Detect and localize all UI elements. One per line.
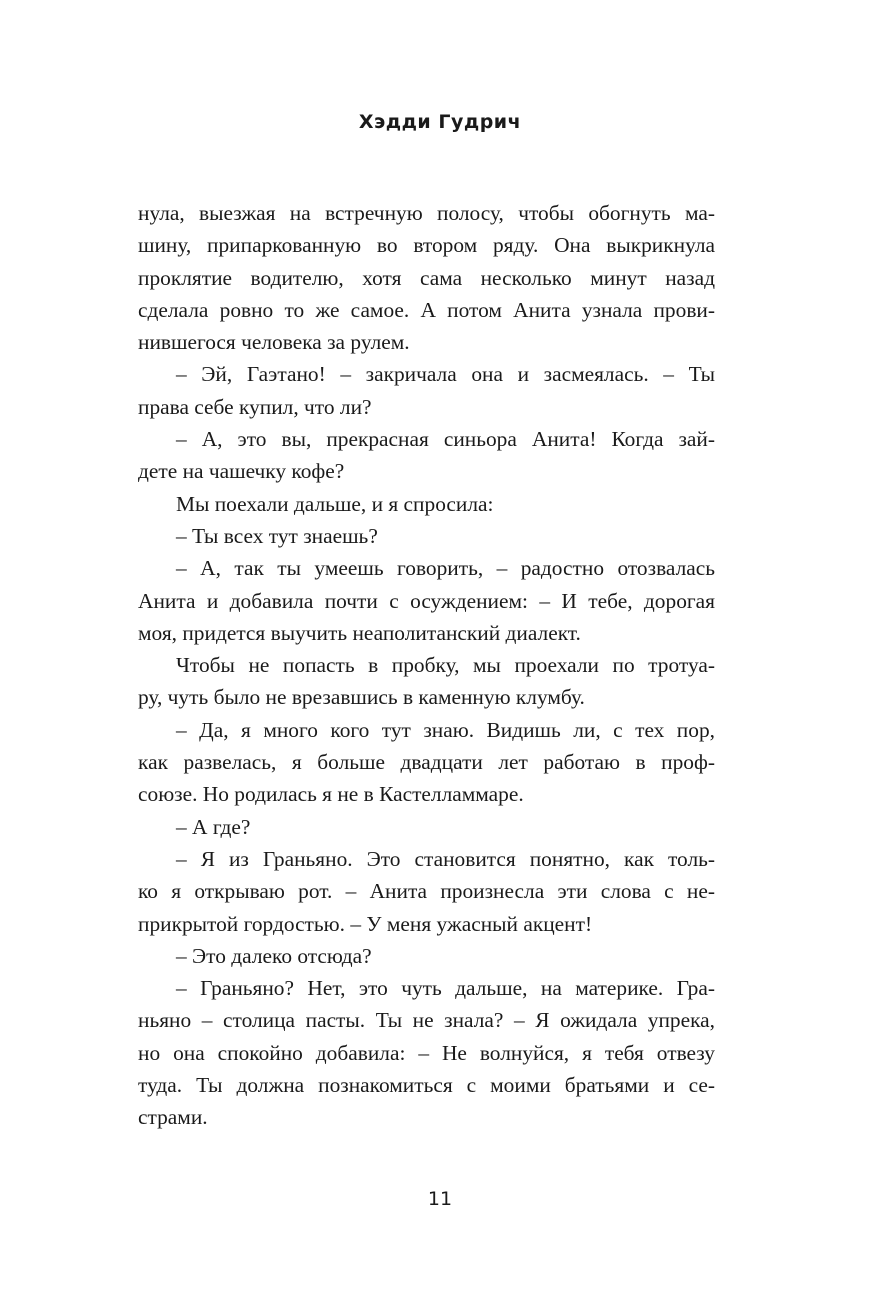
text-line: Анита и добавила почти с осуждением: – И тебе, дорогая — [138, 588, 715, 613]
text-line: страми. — [138, 1105, 208, 1130]
text-line: как развелась, я больше двадцати лет работаю в проф- — [138, 750, 715, 775]
text-line: – Я из Граньяно. Это становится понятно, как толь- — [176, 846, 715, 871]
text-line: проклятие водителю, хотя сама несколько минут назад — [138, 265, 715, 290]
text-line: но она спокойно добавила: – Не волнуйся, я тебя отвезу — [138, 1040, 715, 1065]
text-line: – А где? — [176, 814, 251, 839]
body-text — [138, 197, 715, 1134]
text-line: ньяно – столица пасты. Ты не знала? – Я ожидала упрека, — [138, 1008, 715, 1033]
text-line: дете на чашечку кофе? — [138, 459, 345, 484]
text-line: – Граньяно? Нет, это чуть дальше, на материке. Гра- — [176, 976, 715, 1001]
text-line: союзе. Но родилась я не в Кастелламмаре. — [138, 782, 524, 807]
text-line: – А, это вы, прекрасная синьора Анита! Когда зай- — [176, 427, 715, 452]
text-line: шину, припаркованную во втором ряду. Она выкрикнула — [138, 233, 715, 258]
text-line: нившегося человека за рулем. — [138, 330, 410, 355]
text-line: ру, чуть было не врезавшись в каменную клумбу. — [138, 685, 585, 710]
text-line: – Это далеко отсюда? — [176, 943, 372, 968]
text-line: сделала ровно то же самое. А потом Анита узнала прови- — [138, 297, 715, 322]
text-line: права себе купил, что ли? — [138, 394, 372, 419]
text-line: Чтобы не попасть в пробку, мы проехали по тротуа- — [176, 653, 715, 678]
text-line: – Ты всех тут знаешь? — [176, 523, 378, 548]
text-line: – Да, я много кого тут знаю. Видишь ли, с тех пор, — [176, 717, 715, 742]
text-line: моя, придется выучить неаполитанский диалект. — [138, 620, 581, 645]
text-line: – А, так ты умеешь говорить, – радостно отозвалась — [176, 556, 715, 581]
text-line: туда. Ты должна познакомиться с моими братьями и се- — [138, 1073, 715, 1098]
text-line: Мы поехали дальше, и я спросила: — [176, 491, 494, 516]
running-head-author: Хэдди Гудрич — [358, 111, 522, 133]
text-line: ко я открываю рот. – Анита произнесла эти слова с не- — [138, 879, 715, 904]
text-line: нула, выезжая на встречную полосу, чтобы обогнуть ма- — [138, 201, 715, 225]
page-number: 11 — [427, 1188, 453, 1210]
text-line: прикрытой гордостью. – У меня ужасный акцент! — [138, 911, 593, 936]
text-line: – Эй, Гаэтано! – закричала она и засмеялась. – Ты — [176, 362, 715, 387]
